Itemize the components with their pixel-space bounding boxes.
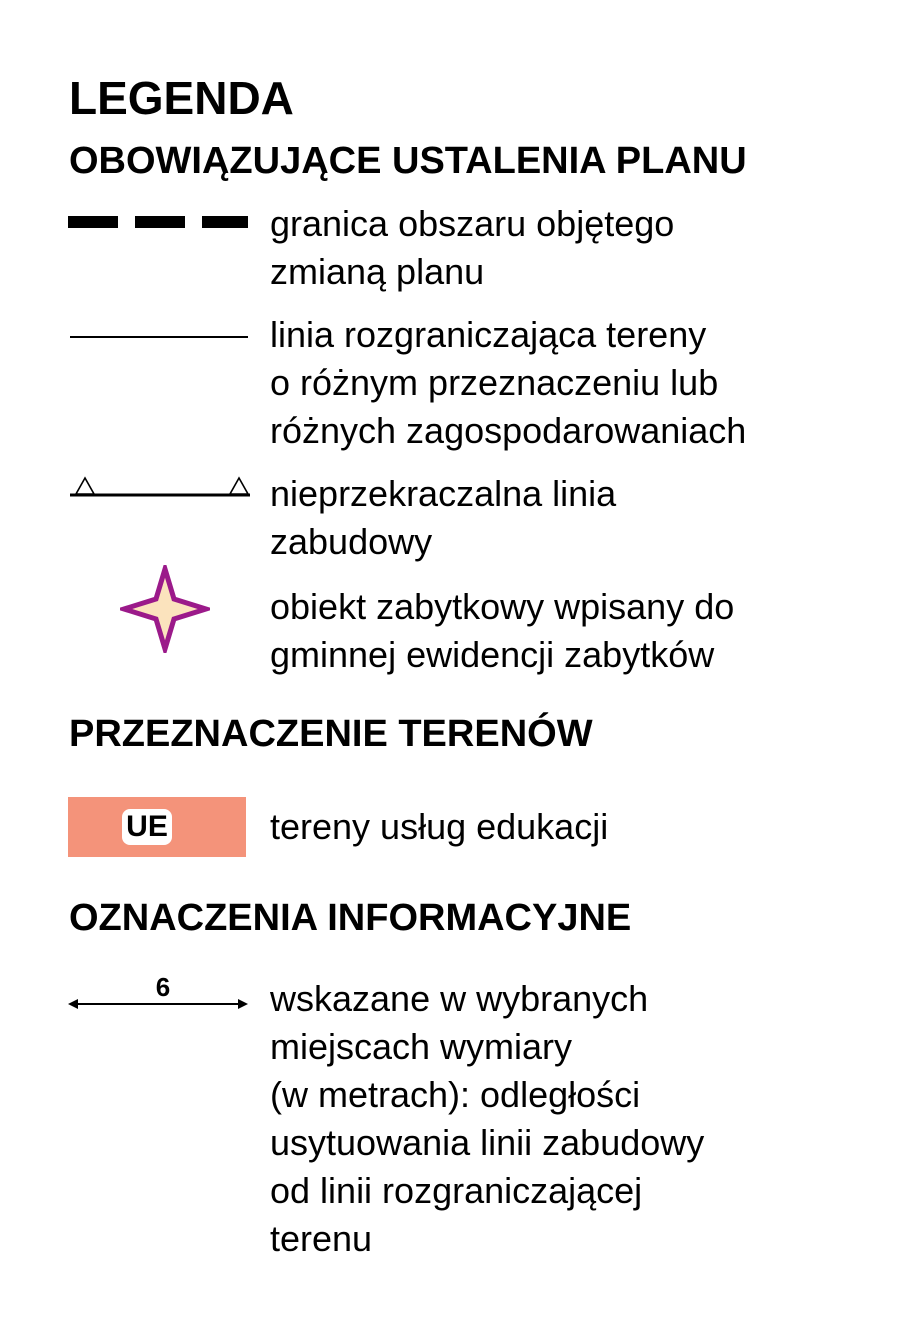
item-line: usytuowania linii zabudowy bbox=[270, 1122, 705, 1163]
item-line: nieprzekraczalna linia bbox=[270, 473, 617, 514]
item-line: o różnym przeznaczeniu lub bbox=[270, 362, 719, 403]
section-heading-land-use: PRZEZNACZENIE TERENÓW bbox=[69, 713, 593, 755]
item-line: wskazane w wybranych bbox=[270, 978, 649, 1019]
thin-solid-line-symbol bbox=[70, 332, 248, 342]
item-line: tereny usług edukacji bbox=[270, 806, 609, 847]
legend-item-plan-boundary bbox=[270, 200, 674, 296]
item-line: (w metrach): odległości bbox=[270, 1074, 641, 1115]
legend-item-education-services bbox=[270, 803, 608, 851]
building-line-symbol bbox=[68, 474, 252, 504]
item-line: linia rozgraniczająca tereny bbox=[270, 314, 707, 355]
section-heading-informational: OZNACZENIA INFORMACYJNE bbox=[69, 897, 632, 939]
item-line: od linii rozgraniczającej bbox=[270, 1170, 643, 1211]
triangle-marker-icon bbox=[76, 478, 94, 494]
land-use-ue-swatch bbox=[68, 797, 246, 857]
dimension-arrow-symbol bbox=[66, 970, 250, 1018]
land-use-code-label: UE bbox=[122, 809, 172, 845]
item-line: zabudowy bbox=[270, 521, 433, 562]
triangle-marker-icon bbox=[230, 478, 248, 494]
legend-title: LEGENDA bbox=[69, 72, 294, 124]
legend-item-building-line bbox=[270, 470, 616, 566]
item-line: granica obszaru objętego bbox=[270, 203, 675, 244]
legend-item-heritage-object bbox=[270, 583, 734, 679]
dimension-value-label: 6 bbox=[155, 972, 171, 1002]
item-line: zmianą planu bbox=[270, 251, 485, 292]
arrowhead-left-icon bbox=[68, 999, 78, 1009]
dashed-boundary-line-symbol bbox=[68, 214, 248, 230]
item-line: gminnej ewidencji zabytków bbox=[270, 634, 715, 675]
section-heading-binding-provisions: OBOWIĄZUJĄCE USTALENIA PLANU bbox=[69, 140, 747, 182]
legend-item-demarcation-line bbox=[270, 311, 746, 455]
arrowhead-right-icon bbox=[238, 999, 248, 1009]
item-line: miejscach wymiary bbox=[270, 1026, 573, 1067]
item-line: różnych zagospodarowaniach bbox=[270, 410, 747, 451]
item-line: terenu bbox=[270, 1218, 373, 1259]
item-line: obiekt zabytkowy wpisany do bbox=[270, 586, 735, 627]
heritage-star-icon bbox=[120, 565, 210, 653]
legend-item-dimensions bbox=[270, 975, 704, 1263]
